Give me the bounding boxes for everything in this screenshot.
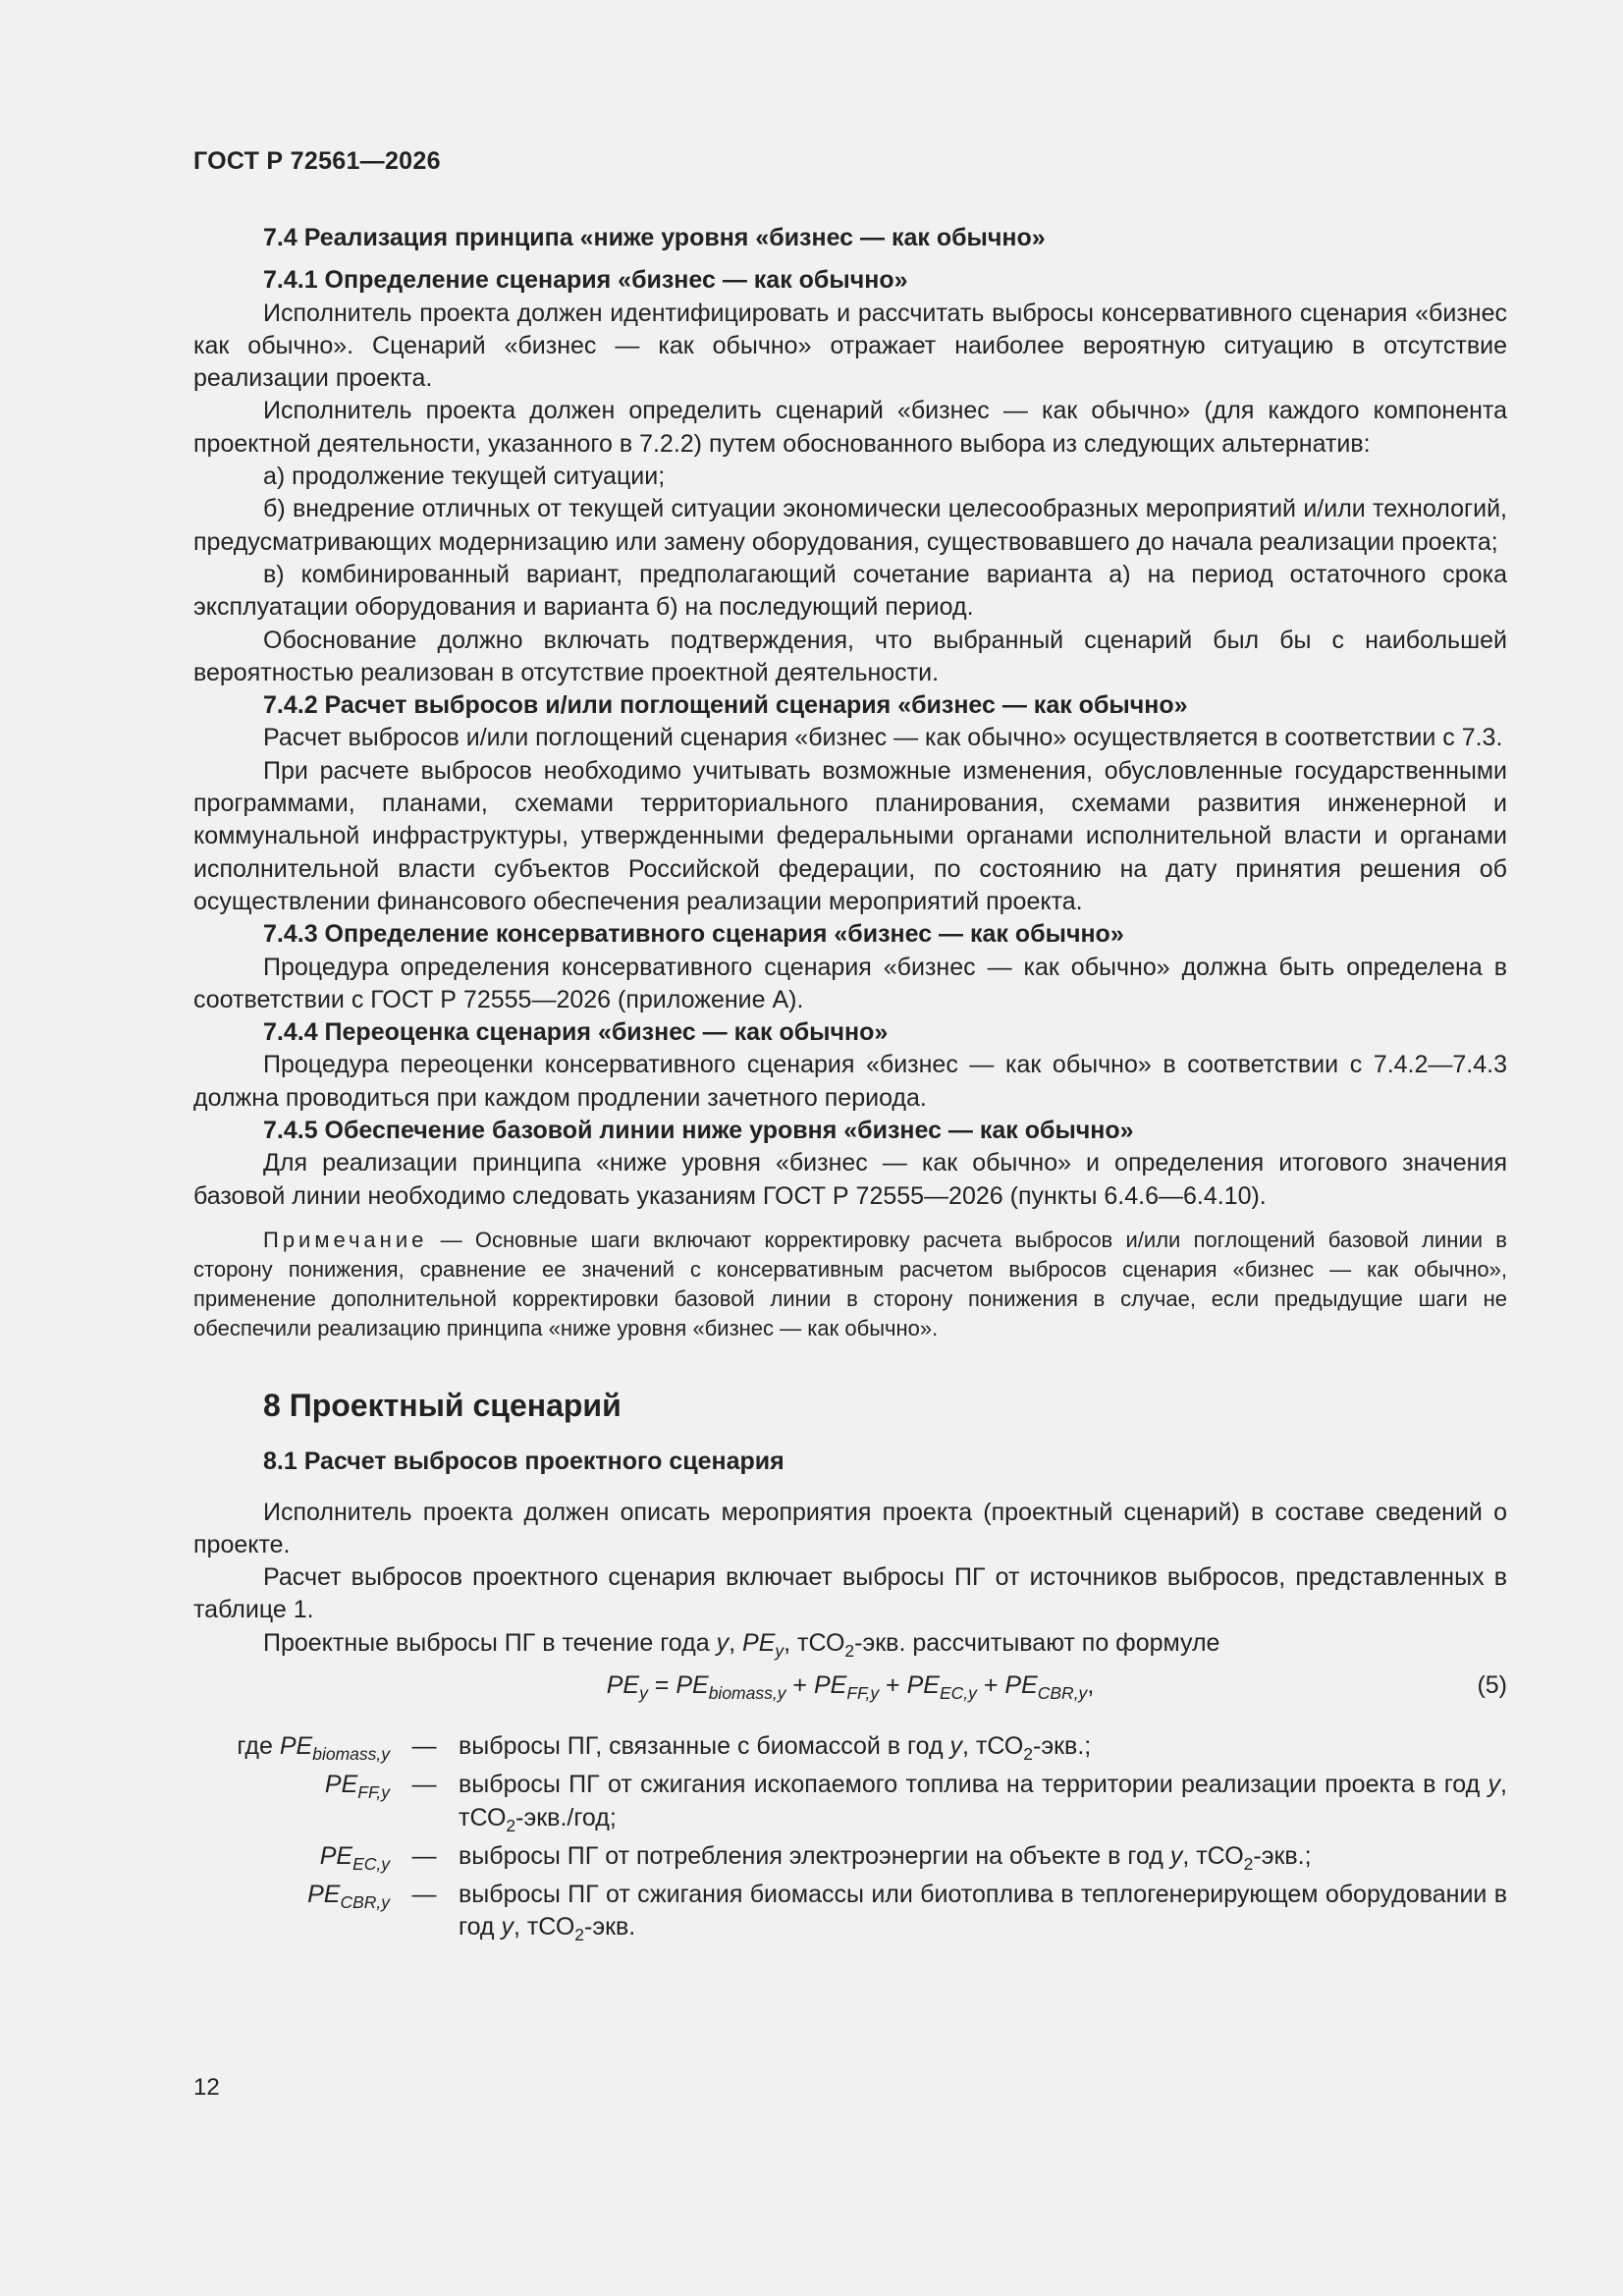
section-7-4-heading: 7.4 Реализация принципа «ниже уровня «бизнес — как обычно» [263,224,1046,251]
subscript: CBR,y [340,1892,390,1913]
document-header: ГОСТ Р 72561—2026 [193,147,441,175]
variable-y: y [501,1913,514,1941]
paragraph: Обоснование должно включать подтверждения, что выбранный сценарий был бы с наибольшей вероятностью реализован в отсутствие проектной деятельности. [193,626,1507,686]
formula-intro [193,1627,1507,1660]
text-run: -экв.; [1033,1731,1092,1760]
text-run: , тСО [459,1771,1507,1831]
definition-text [459,1840,1507,1879]
note-text: — Основные шаги включают корректировку расчета выбросов и/или поглощений базовой линии в сторону понижения, сравнение ее значений с консервативным расчетом выбросов сценария «бизнес — как обычно», применение дополнительной корректировки базовой линии в сторону понижения в случае, если предыдущие шаги не обеспечили реализацию принципа «ниже уровня «бизнес — как обычно». [193,1227,1507,1340]
definition-text [459,1730,1507,1769]
formula-expression [193,1669,1507,1702]
text-run: , тСО [513,1913,575,1941]
formula-term: PE [1004,1670,1038,1699]
paragraph: Расчет выбросов проектного сценария включает выбросы ПГ от источников выбросов, представленных в таблице 1. [193,1563,1507,1624]
definitions-table [193,1730,1507,1950]
section-8-heading: 8 Проектный сценарий [263,1387,622,1423]
definition-text [459,1879,1507,1950]
definition-dash: — [411,1841,437,1870]
subscript: 2 [574,1925,584,1945]
formula-operator: + [785,1670,814,1699]
subscript: 2 [1243,1854,1254,1874]
subscript: y [639,1683,648,1704]
formula-operator: + [976,1670,1005,1699]
subscript: biomass,y [708,1683,786,1704]
section-7-4-5-heading: 7.4.5 Обеспечение базовой линии ниже уровня «бизнес — как обычно» [263,1117,1134,1145]
definition-text [459,1769,1507,1840]
paragraph: Исполнитель проекта должен определить сценарий «бизнес — как обычно» (для каждого компонента проектной деятельности, указанного в 7.2.2) путем обоснованного выбора из следующих альтернатив: [193,397,1507,458]
formula-term: PE [676,1670,709,1699]
text-run: -экв./год; [515,1803,617,1831]
definition-symbol [193,1879,390,1950]
paragraph: При расчете выбросов необходимо учитывать возможные изменения, обусловленные государственными программами, планами, схемами территориального планирования, схемами развития инженерной и коммунальной инфраструктуры, утвержденными федеральными органами исполнительной власти и органами исполнительной власти субъектов Российской федерации, по состоянию на дату принятия решения об осуществлении финансового обеспечения реализации мероприятий проекта. [193,756,1507,915]
variable-y: y [1488,1771,1501,1799]
definition-symbol [193,1730,390,1769]
definition-row [193,1730,1507,1769]
formula-number: (5) [1477,1670,1507,1699]
definition-row [193,1840,1507,1879]
text-run: , тСО [961,1731,1024,1760]
variable-y: y [949,1731,962,1760]
formula-term: PE [606,1670,640,1699]
list-item: в) комбинированный вариант, предполагающий сочетание варианта а) на период остаточного срока эксплуатации оборудования и варианта б) на последующий период. [193,560,1507,622]
subscript: y [775,1640,784,1661]
definition-dash: — [411,1771,437,1799]
section-7-4-4-heading: 7.4.4 Переоценка сценария «бизнес — как обычно» [263,1018,889,1047]
subscript: EC,y [939,1683,977,1704]
section-8-1-heading: 8.1 Расчет выбросов проектного сценария [263,1448,784,1476]
subscript: FF,y [846,1683,880,1704]
text-run: , тСО [784,1628,845,1657]
formula-operator: + [879,1670,907,1699]
formula-operator: , [1087,1670,1095,1699]
subscript: CBR,y [1037,1683,1088,1704]
note [193,1226,1507,1343]
definition-dash: — [411,1881,437,1909]
page-content [193,222,1507,1950]
formula-operator: = [647,1670,676,1699]
text-run: -экв. рассчитывают по формуле [854,1628,1220,1657]
text-run: выбросы ПГ, связанные с биомассой в год [459,1731,950,1760]
formula-5 [193,1669,1507,1713]
text-run: -экв. [584,1913,636,1941]
variable-y: y [1169,1841,1183,1870]
variable-y: y [716,1628,730,1657]
list-item: а) продолжение текущей ситуации; [263,463,666,491]
section-7-4-2-heading: 7.4.2 Расчет выбросов и/или поглощений сценария «бизнес — как обычно» [263,691,1188,720]
text-run: выбросы ПГ от потребления электроэнергии на объекте в год [459,1841,1170,1870]
paragraph: Для реализации принципа «ниже уровня «бизнес — как обычно» и определения итогового значения базовой линии необходимо следовать указаниям ГОСТ Р 72555—2026 (пункты 6.4.6—6.4.10). [193,1149,1507,1210]
note-label: Примечание [263,1227,428,1252]
subscript: 2 [506,1815,516,1835]
symbol: PE [279,1731,313,1760]
definition-dash: — [411,1731,437,1760]
subscript: 2 [1023,1744,1034,1765]
text-run: выбросы ПГ от сжигания ископаемого топлива на территории реализации проекта в год [459,1771,1488,1799]
definition-row [193,1879,1507,1950]
definition-symbol [193,1840,390,1879]
formula-term: PE [813,1670,847,1699]
paragraph: Исполнитель проекта должен идентифицировать и рассчитать выбросы консервативного сценария «бизнес как обычно». Сценарий «бизнес — как обычно» отражает наиболее вероятную ситуацию в отсутствие реализации проекта. [193,299,1507,393]
paragraph: Расчет выбросов и/или поглощений сценария «бизнес — как обычно» осуществляется в соответствии с 7.3. [263,724,1503,752]
section-7-4-1-heading: 7.4.1 Определение сценария «бизнес — как обычно» [263,266,908,295]
text-run: выбросы ПГ от сжигания биомассы или биотоплива в теплогенерирующем оборудовании в год [459,1881,1507,1941]
text-run: -экв.; [1253,1841,1312,1870]
text-run: Проектные выбросы ПГ в течение года [263,1628,717,1657]
text-run: , [729,1628,743,1657]
list-item: б) внедрение отличных от текущей ситуации экономически целесообразных мероприятий и/или технологий, предусматривающих модернизацию или замену оборудования, существовавшего до начала реализации проекта; [193,495,1507,556]
definition-symbol [193,1769,390,1840]
text-run: , тСО [1182,1841,1244,1870]
variable-pe: PE [742,1628,776,1657]
subscript: 2 [844,1640,855,1661]
subscript: FF,y [357,1782,390,1803]
symbol: PE [307,1881,341,1909]
paragraph: Процедура переоценки консервативного сценария «бизнес — как обычно» в соответствии с 7.4.2—7.4.3 должна проводиться при каждом продлении зачетного периода. [193,1051,1507,1112]
paragraph: Исполнитель проекта должен описать мероприятия проекта (проектный сценарий) в составе сведений о проекте. [193,1498,1507,1558]
subscript: EC,y [352,1854,390,1874]
formula-term: PE [906,1670,940,1699]
where-label: где [237,1731,280,1760]
paragraph: Процедура определения консервативного сценария «бизнес — как обычно» должна быть определена в соответствии с ГОСТ Р 72555—2026 (приложение А). [193,953,1507,1013]
symbol: PE [324,1771,358,1799]
page-number: 12 [193,2074,220,2101]
definition-row [193,1769,1507,1840]
symbol: PE [319,1841,353,1870]
section-7-4-3-heading: 7.4.3 Определение консервативного сценария «бизнес — как обычно» [263,920,1124,949]
subscript: biomass,y [312,1744,390,1765]
